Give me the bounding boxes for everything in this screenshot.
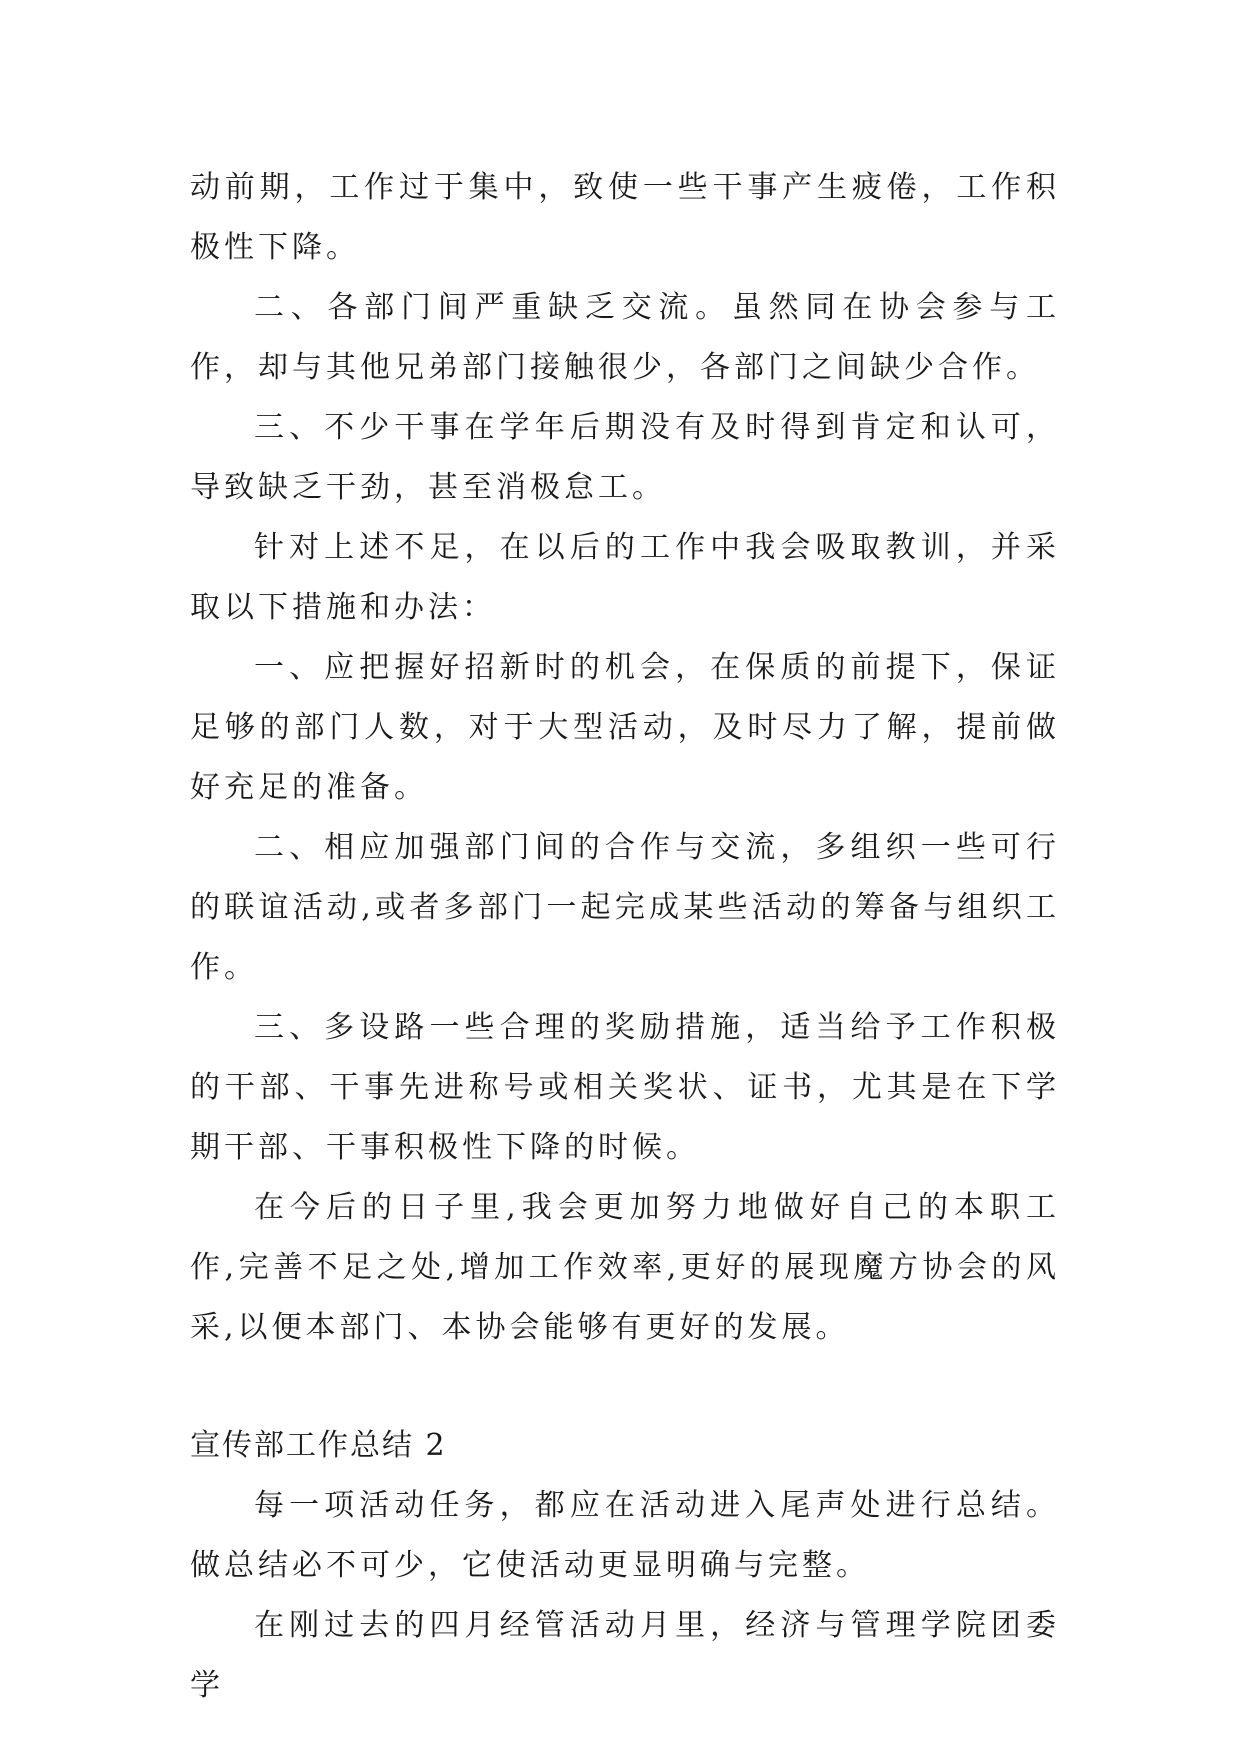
paragraph-1: 动前期，工作过于集中，致使一些干事产生疲倦，工作积极性下降。 bbox=[190, 170, 1060, 265]
paragraph-2: 二、各部门间严重缺乏交流。虽然同在协会参与工作，却与其他兄弟部门接触很少，各部门之间缺少合作。 bbox=[190, 290, 1060, 385]
document-body bbox=[190, 158, 1060, 1716]
paragraph-3: 三、不少干事在学年后期没有及时得到肯定和认可，导致缺乏干劲，甚至消极怠工。 bbox=[190, 410, 1060, 505]
section-title: 宣传部工作总结 2 bbox=[190, 1428, 447, 1463]
paragraph-5: 一、应把握好招新时的机会，在保质的前提下，保证足够的部门人数，对于大型活动，及时尽力了解，提前做好充足的准备。 bbox=[190, 650, 1060, 805]
section-paragraph-2: 在刚过去的四月经管活动月里，经济与管理学院团委学 bbox=[190, 1608, 1060, 1703]
paragraph-7: 三、多设路一些合理的奖励措施，适当给予工作积极的干部、干事先进称号或相关奖状、证书，尤其是在下学期干部、干事积极性下降的时候。 bbox=[190, 1010, 1060, 1165]
paragraph-8: 在今后的日子里,我会更加努力地做好自己的本职工作,完善不足之处,增加工作效率,更好的展现魔方协会的风采,以便本部门、本协会能够有更好的发展。 bbox=[190, 1190, 1060, 1345]
paragraph-4: 针对上述不足，在以后的工作中我会吸取教训，并采取以下措施和办法： bbox=[190, 530, 1060, 625]
paragraph-6: 二、相应加强部门间的合作与交流，多组织一些可行的联谊活动,或者多部门一起完成某些活动的筹备与组织工作。 bbox=[190, 830, 1060, 985]
section-paragraph-1: 每一项活动任务，都应在活动进入尾声处进行总结。做总结必不可少，它使活动更显明确与完整。 bbox=[190, 1488, 1060, 1583]
